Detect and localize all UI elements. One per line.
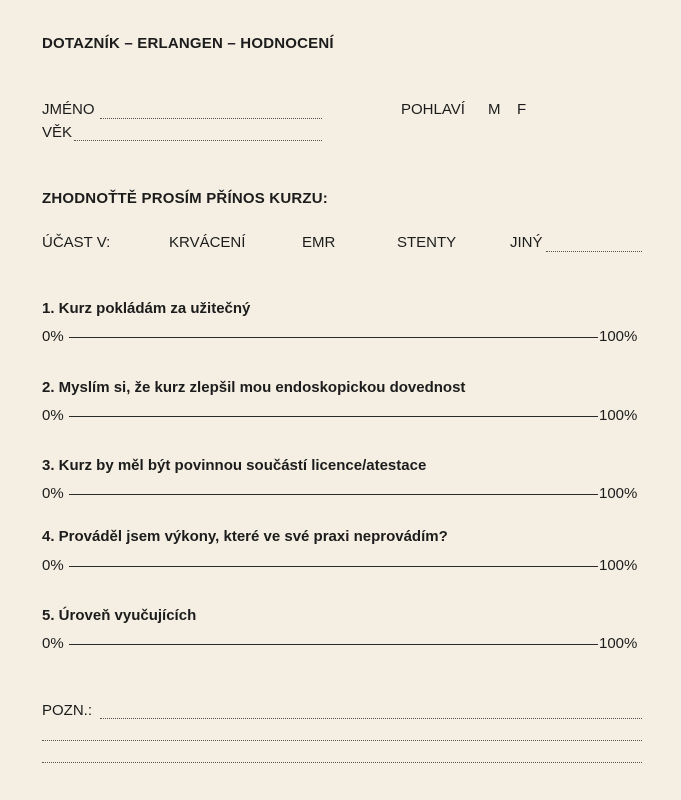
notes-field-line-3[interactable] <box>42 762 642 763</box>
rating-scale-5[interactable] <box>69 644 598 645</box>
question-5: 5. Úroveň vyučujících <box>42 607 197 624</box>
participation-option-bleeding[interactable]: KRVÁCENÍ <box>169 234 246 251</box>
rating-scale-2[interactable] <box>69 416 598 417</box>
age-label: VĚK <box>42 124 73 141</box>
evaluate-heading: ZHODNOŤTĚ PROSÍM PŘÍNOS KURZU: <box>42 190 328 207</box>
question-4: 4. Prováděl jsem výkony, které ve své praxi neprovádím? <box>42 528 448 545</box>
scale-max-label: 100% <box>599 635 638 652</box>
question-1: 1. Kurz pokládám za užitečný <box>42 300 251 317</box>
participation-option-other[interactable]: JINÝ <box>510 234 543 251</box>
scale-min-label: 0% <box>42 557 64 574</box>
gender-option-f[interactable]: F <box>517 101 527 118</box>
notes-field-line-2[interactable] <box>42 740 642 741</box>
scale-max-label: 100% <box>599 328 638 345</box>
participation-option-stents[interactable]: STENTY <box>397 234 457 251</box>
participation-option-emr[interactable]: EMR <box>302 234 336 251</box>
participation-label: ÚČAST V: <box>42 234 111 251</box>
age-field[interactable] <box>74 140 322 141</box>
form-title: DOTAZNÍK – ERLANGEN – HODNOCENÍ <box>42 35 334 52</box>
question-3: 3. Kurz by měl být povinnou součástí licence/atestace <box>42 457 427 474</box>
question-2: 2. Myslím si, že kurz zlepšil mou endoskopickou dovednost <box>42 379 466 396</box>
scale-min-label: 0% <box>42 635 64 652</box>
scale-min-label: 0% <box>42 407 64 424</box>
name-field[interactable] <box>100 118 322 119</box>
gender-option-m[interactable]: M <box>488 101 501 118</box>
notes-label: POZN.: <box>42 702 93 719</box>
scale-min-label: 0% <box>42 328 64 345</box>
rating-scale-1[interactable] <box>69 337 598 338</box>
scale-min-label: 0% <box>42 485 64 502</box>
notes-field-line-1[interactable] <box>100 718 642 719</box>
scale-max-label: 100% <box>599 557 638 574</box>
rating-scale-4[interactable] <box>69 566 598 567</box>
scale-max-label: 100% <box>599 407 638 424</box>
scale-max-label: 100% <box>599 485 638 502</box>
participation-other-field[interactable] <box>546 251 642 252</box>
name-label: JMÉNO <box>42 101 95 118</box>
gender-label: POHLAVÍ <box>401 101 465 118</box>
rating-scale-3[interactable] <box>69 494 598 495</box>
